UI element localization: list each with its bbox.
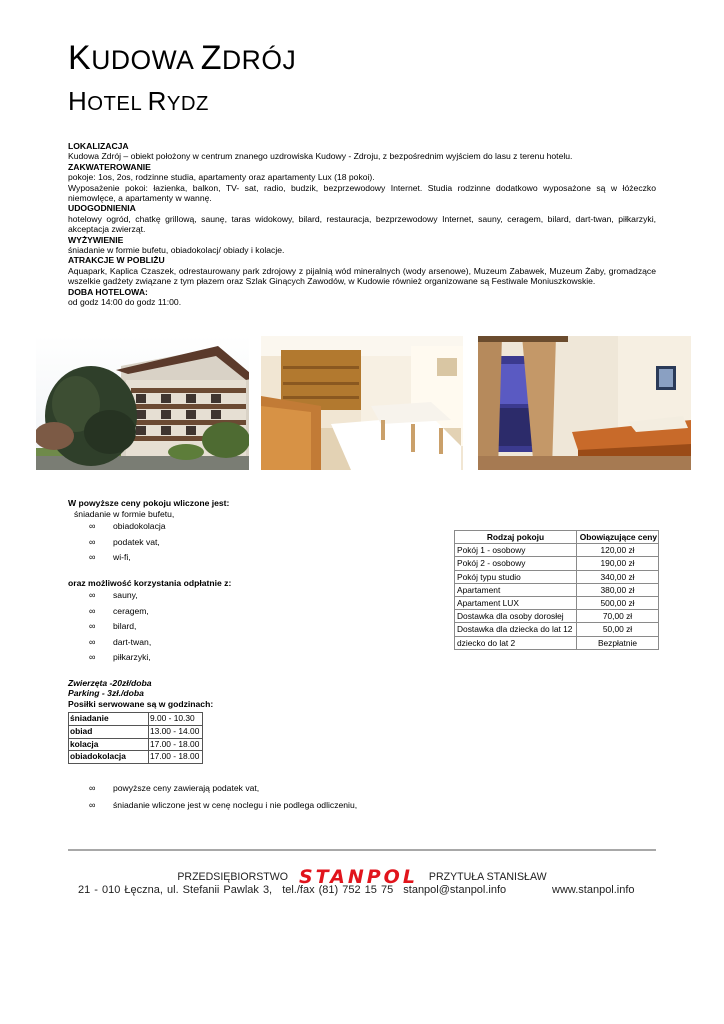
title-hotel: HOTEL RYDZ: [68, 86, 209, 116]
infinity-bullet-icon: ∞: [89, 636, 96, 647]
infinity-bullet-icon: ∞: [89, 552, 96, 563]
table-header-row: [455, 531, 659, 544]
heading-atrakcje: ATRAKCJE W POBLIŻU: [68, 255, 165, 266]
infinity-bullet-icon: ∞: [89, 536, 96, 547]
list-item: ∞ wi-fi,: [68, 550, 398, 566]
infinity-bullet-icon: ∞: [89, 590, 96, 601]
footer-divider: [68, 849, 656, 851]
hotel-room-photo: [478, 336, 691, 470]
table-row: śniadanie 9.00 - 10.30: [69, 713, 203, 726]
included-list: [68, 519, 398, 566]
meal-times-table: [68, 712, 203, 764]
infinity-bullet-icon: ∞: [89, 783, 96, 793]
table-row: Dostawka dla osoby dorosłej 70,00 zł: [455, 610, 659, 623]
table-row: kolacja 17.00 - 18.00: [69, 738, 203, 751]
email-link[interactable]: stanpol@stanpol.info: [403, 884, 507, 896]
company-owner: PRZYTUŁA STANISŁAW: [428, 870, 547, 883]
paid-heading: oraz możliwość korzystania odpłatnie z:: [68, 577, 232, 588]
stanpol-logo: STANPOL: [298, 866, 418, 888]
infinity-bullet-icon: ∞: [89, 621, 96, 632]
list-item: ∞ piłkarzyki,: [68, 650, 398, 666]
notes-list: [68, 780, 357, 814]
text-atrakcje: Aquapark, Kaplica Czaszek, odrestaurowany park zdrojowy z pijalnią wód mineralnych (wody arsenowe), Muzeum Zabawek, Muzeum Żaby, gromadzące wszelkie gadżety związane z tym płazem oraz Szlak Ginących Zawodów, w Kudowie również organizowane są Festiwale Moniuszkowskie.: [68, 265, 656, 287]
list-item: ∞ bilard,: [68, 619, 398, 635]
infinity-bullet-icon: ∞: [89, 605, 96, 616]
website-link[interactable]: www.stanpol.info: [552, 884, 635, 896]
list-item: ∞ sauny,: [68, 588, 398, 604]
heading-lokalizacja: LOKALIZACJA: [68, 141, 129, 151]
heading-wyzywienie: WYŻYWIENIE: [68, 234, 124, 245]
table-row: Apartament 380,00 zł: [455, 583, 659, 596]
column-header-room-type: Rodzaj pokoju: [455, 531, 577, 544]
notes: [68, 780, 357, 814]
list-item: ∞ dart-twan,: [68, 635, 398, 651]
text-lokalizacja: Kudowa Zdrój – obiekt położony w centrum znanego uzdrowiska Kudowy - Zdroju, z bezpośrednim wyjściem do lasu z terenu hotelu.: [68, 151, 573, 162]
description: [68, 141, 656, 308]
title-location: KUDOWA ZDRÓJ: [68, 39, 297, 77]
text-doba: od godz 14:00 do godz 11:00.: [68, 297, 182, 308]
infinity-bullet-icon: ∞: [89, 652, 96, 663]
heading-zakwaterowanie: ZAKWATEROWANIE: [68, 161, 151, 172]
hotel-restaurant-photo: [261, 336, 463, 470]
text-wyzywienie: śniadanie w formie bufetu, obiadokolacj/ obiady i kolacje.: [68, 245, 285, 256]
list-item: ∞ powyższe ceny zawierają podatek vat,: [68, 780, 357, 797]
column-header-price: Obowiązujące ceny: [577, 531, 659, 544]
table-row: Apartament LUX 500,00 zł: [455, 597, 659, 610]
price-table: [454, 530, 659, 650]
table-row: Pokój 1 - osobowy 120,00 zł: [455, 544, 659, 557]
paid-list: [68, 588, 398, 666]
hotel-exterior-photo: [36, 336, 249, 470]
table-row: dziecko do lat 2 Bezpłatnie: [455, 636, 659, 649]
table-row: obiadokolacja 17.00 - 18.00: [69, 751, 203, 764]
table-row: Dostawka dla dziecka do lat 12 50,00 zł: [455, 623, 659, 636]
phone: tel./fax (81) 752 15 75: [282, 884, 394, 896]
footer-contact: [78, 884, 635, 896]
text-zakwaterowanie-equipment: Wyposażenie pokoi: łazienka, balkon, TV- sat, radio, budzik, bezprzewodowy Internet. Studia rodzinne dodatkowo wyposażone są w łóżeczko niemowlęce, a apartamenty w wannę.: [68, 182, 656, 204]
table-row: Pokój 2 - osobowy 190,00 zł: [455, 557, 659, 570]
company-prefix: PRZEDSIĘBIORSTWO: [177, 870, 289, 883]
pets-fee: Zwierzęta -20zł/doba: [68, 677, 152, 688]
table-row: obiad 13.00 - 14.00: [69, 725, 203, 738]
list-item: ∞ obiadokolacja: [68, 519, 398, 535]
parking-fee: Parking - 3zł./doba: [68, 688, 144, 699]
inclusions-section: [68, 498, 398, 710]
infinity-bullet-icon: ∞: [89, 521, 96, 532]
list-item: ∞ podatek vat,: [68, 535, 398, 551]
text-udogodnienia: hotelowy ogród, chatkę grillową, saunę, taras widokowy, bilard, restauracja, bezprzewodowy Internet, sauny, ceragem, bilard, dart-twan, piłkarzyki, akceptacja zwierząt.: [68, 213, 656, 235]
included-subtitle: śniadanie w formie bufetu,: [74, 508, 175, 519]
list-item: ∞ ceragem,: [68, 604, 398, 620]
heading-doba: DOBA HOTELOWA:: [68, 286, 148, 297]
included-heading: W powyższe ceny pokoju wliczone jest:: [68, 498, 230, 508]
infinity-bullet-icon: ∞: [89, 800, 96, 810]
heading-udogodnienia: UDOGODNIENIA: [68, 203, 136, 214]
list-item: ∞ śniadanie wliczone jest w cenę noclegu i nie podlega odliczeniu,: [68, 797, 357, 814]
text-zakwaterowanie-rooms: pokoje: 1os, 2os, rodzinne studia, apartamenty oraz apartamenty Lux (18 pokoi).: [68, 172, 375, 183]
table-row: Pokój typu studio 340,00 zł: [455, 570, 659, 583]
address: 21 - 010 Łęczna, ul. Stefanii Pawlak 3,: [78, 884, 273, 896]
meals-heading: Posiłki serwowane są w godzinach:: [68, 698, 214, 709]
